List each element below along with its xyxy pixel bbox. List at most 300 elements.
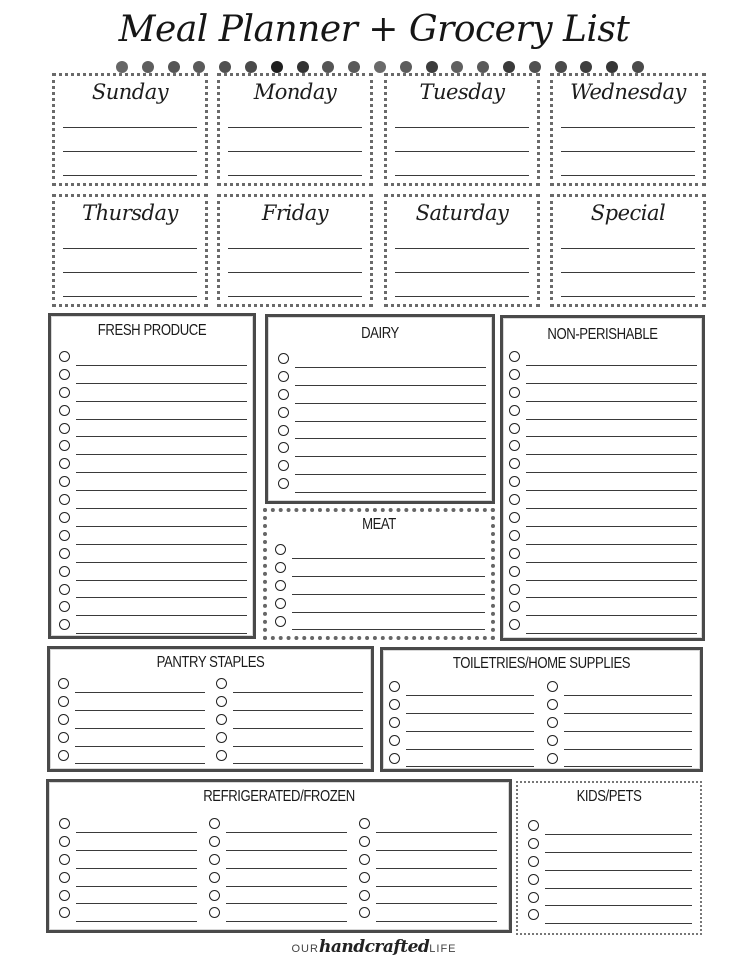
checklist-item[interactable] xyxy=(509,529,697,547)
checklist-item[interactable] xyxy=(359,889,497,907)
decorative-dot xyxy=(606,61,618,73)
checkbox-circle-icon[interactable] xyxy=(509,512,520,523)
checkbox-circle-icon[interactable] xyxy=(275,562,286,573)
write-line[interactable] xyxy=(526,580,697,581)
checklist-item[interactable] xyxy=(509,583,697,601)
checklist-item[interactable] xyxy=(278,388,486,406)
checkbox-circle-icon[interactable] xyxy=(278,425,289,436)
checklist-item[interactable] xyxy=(547,680,692,698)
checkbox-circle-icon[interactable] xyxy=(278,478,289,489)
write-line[interactable] xyxy=(75,763,205,764)
checklist-column xyxy=(389,680,534,769)
write-line[interactable] xyxy=(295,456,486,457)
checkbox-circle-icon[interactable] xyxy=(528,856,539,867)
checklist-item[interactable] xyxy=(59,511,247,529)
write-line[interactable] xyxy=(228,127,362,128)
checkbox-circle-icon[interactable] xyxy=(216,750,227,761)
checkbox-circle-icon[interactable] xyxy=(58,714,69,725)
checklist-item[interactable] xyxy=(59,404,247,422)
write-line[interactable] xyxy=(564,766,692,767)
checkbox-circle-icon[interactable] xyxy=(59,818,70,829)
write-line[interactable] xyxy=(76,490,247,491)
write-line[interactable] xyxy=(75,746,205,747)
write-line[interactable] xyxy=(292,612,485,613)
write-line[interactable] xyxy=(76,508,247,509)
checklist-item[interactable] xyxy=(509,565,697,583)
checkbox-circle-icon[interactable] xyxy=(216,678,227,689)
checklist-item[interactable] xyxy=(59,583,247,601)
checklist-item[interactable] xyxy=(216,713,363,731)
checkbox-circle-icon[interactable] xyxy=(278,353,289,364)
write-line[interactable] xyxy=(233,692,363,693)
checklist-item[interactable] xyxy=(275,615,485,633)
write-line[interactable] xyxy=(376,850,497,851)
checkbox-circle-icon[interactable] xyxy=(59,512,70,523)
write-line[interactable] xyxy=(526,562,697,563)
checklist-item[interactable] xyxy=(278,406,486,424)
checklist-item[interactable] xyxy=(209,835,347,853)
checklist-item[interactable] xyxy=(509,439,697,457)
write-line[interactable] xyxy=(406,766,534,767)
checkbox-circle-icon[interactable] xyxy=(59,890,70,901)
checklist-item[interactable] xyxy=(509,457,697,475)
checklist-item[interactable] xyxy=(359,817,497,835)
write-line[interactable] xyxy=(226,868,347,869)
write-line[interactable] xyxy=(76,832,197,833)
checklist-item[interactable] xyxy=(216,731,363,749)
checklist-item[interactable] xyxy=(58,677,205,695)
write-line[interactable] xyxy=(545,852,692,853)
write-line[interactable] xyxy=(545,870,692,871)
write-line[interactable] xyxy=(75,728,205,729)
write-line[interactable] xyxy=(76,850,197,851)
checklist-item[interactable] xyxy=(209,906,347,924)
checklist-item[interactable] xyxy=(389,734,534,752)
checkbox-circle-icon[interactable] xyxy=(389,735,400,746)
checklist-item[interactable] xyxy=(59,906,197,924)
checkbox-circle-icon[interactable] xyxy=(509,566,520,577)
checklist-item[interactable] xyxy=(59,618,247,636)
checklist-item[interactable] xyxy=(509,547,697,565)
write-line[interactable] xyxy=(376,868,497,869)
write-line[interactable] xyxy=(526,526,697,527)
write-line[interactable] xyxy=(564,695,692,696)
checklist-item[interactable] xyxy=(509,511,697,529)
checklist-item[interactable] xyxy=(509,493,697,511)
write-line[interactable] xyxy=(233,763,363,764)
checklist-item[interactable] xyxy=(389,680,534,698)
write-line[interactable] xyxy=(395,151,529,152)
checkbox-circle-icon[interactable] xyxy=(59,440,70,451)
checklist-item[interactable] xyxy=(59,439,247,457)
write-line[interactable] xyxy=(395,296,529,297)
write-line[interactable] xyxy=(526,508,697,509)
write-line[interactable] xyxy=(63,272,197,273)
checkbox-circle-icon[interactable] xyxy=(59,619,70,630)
write-line[interactable] xyxy=(228,151,362,152)
checklist-item[interactable] xyxy=(275,543,485,561)
checklist-item[interactable] xyxy=(547,734,692,752)
write-line[interactable] xyxy=(76,633,247,634)
checklist-item[interactable] xyxy=(528,891,692,909)
checklist-item[interactable] xyxy=(278,424,486,442)
write-line[interactable] xyxy=(292,576,485,577)
write-line[interactable] xyxy=(406,695,534,696)
checklist-item[interactable] xyxy=(528,908,692,926)
write-line[interactable] xyxy=(406,713,534,714)
checkbox-circle-icon[interactable] xyxy=(59,584,70,595)
write-line[interactable] xyxy=(526,490,697,491)
write-line[interactable] xyxy=(295,474,486,475)
write-line[interactable] xyxy=(63,296,197,297)
checkbox-circle-icon[interactable] xyxy=(547,717,558,728)
checkbox-circle-icon[interactable] xyxy=(59,836,70,847)
checkbox-circle-icon[interactable] xyxy=(209,854,220,865)
checklist-item[interactable] xyxy=(209,871,347,889)
checklist-item[interactable] xyxy=(528,855,692,873)
checkbox-circle-icon[interactable] xyxy=(359,836,370,847)
write-line[interactable] xyxy=(526,472,697,473)
write-line[interactable] xyxy=(545,834,692,835)
checklist-item[interactable] xyxy=(275,579,485,597)
write-line[interactable] xyxy=(63,248,197,249)
checkbox-circle-icon[interactable] xyxy=(528,892,539,903)
write-line[interactable] xyxy=(561,272,695,273)
checkbox-circle-icon[interactable] xyxy=(59,601,70,612)
checklist-item[interactable] xyxy=(509,368,697,386)
checkbox-circle-icon[interactable] xyxy=(509,440,520,451)
write-line[interactable] xyxy=(76,454,247,455)
checklist-item[interactable] xyxy=(389,716,534,734)
checkbox-circle-icon[interactable] xyxy=(59,423,70,434)
checkbox-circle-icon[interactable] xyxy=(509,458,520,469)
checklist-item[interactable] xyxy=(275,561,485,579)
checkbox-circle-icon[interactable] xyxy=(209,836,220,847)
checklist-item[interactable] xyxy=(59,457,247,475)
write-line[interactable] xyxy=(561,151,695,152)
checklist-item[interactable] xyxy=(58,695,205,713)
write-line[interactable] xyxy=(395,127,529,128)
write-line[interactable] xyxy=(233,728,363,729)
write-line[interactable] xyxy=(295,421,486,422)
checklist-item[interactable] xyxy=(509,475,697,493)
checklist-item[interactable] xyxy=(58,731,205,749)
write-line[interactable] xyxy=(526,454,697,455)
write-line[interactable] xyxy=(226,886,347,887)
write-line[interactable] xyxy=(526,597,697,598)
checklist-item[interactable] xyxy=(389,698,534,716)
checklist-item[interactable] xyxy=(59,565,247,583)
write-line[interactable] xyxy=(63,175,197,176)
write-line[interactable] xyxy=(76,562,247,563)
checklist-item[interactable] xyxy=(547,716,692,734)
write-line[interactable] xyxy=(561,248,695,249)
checkbox-circle-icon[interactable] xyxy=(389,717,400,728)
checklist-item[interactable] xyxy=(509,600,697,618)
checkbox-circle-icon[interactable] xyxy=(59,458,70,469)
checkbox-circle-icon[interactable] xyxy=(209,907,220,918)
checkbox-circle-icon[interactable] xyxy=(389,753,400,764)
checklist-item[interactable] xyxy=(509,422,697,440)
write-line[interactable] xyxy=(63,151,197,152)
checkbox-circle-icon[interactable] xyxy=(528,838,539,849)
checklist-item[interactable] xyxy=(59,529,247,547)
checklist-item[interactable] xyxy=(528,873,692,891)
write-line[interactable] xyxy=(76,365,247,366)
write-line[interactable] xyxy=(561,296,695,297)
section-refrigerated-frozen xyxy=(46,779,512,933)
checklist-item[interactable] xyxy=(528,837,692,855)
write-line[interactable] xyxy=(376,886,497,887)
write-line[interactable] xyxy=(292,558,485,559)
write-line[interactable] xyxy=(76,580,247,581)
write-line[interactable] xyxy=(233,710,363,711)
checkbox-circle-icon[interactable] xyxy=(275,580,286,591)
checkbox-circle-icon[interactable] xyxy=(58,732,69,743)
checkbox-circle-icon[interactable] xyxy=(59,405,70,416)
checkbox-circle-icon[interactable] xyxy=(509,387,520,398)
checklist-item[interactable] xyxy=(359,853,497,871)
checklist-item[interactable] xyxy=(58,713,205,731)
checkbox-circle-icon[interactable] xyxy=(59,872,70,883)
write-line[interactable] xyxy=(545,923,692,924)
write-line[interactable] xyxy=(295,492,486,493)
checklist-item[interactable] xyxy=(59,386,247,404)
write-line[interactable] xyxy=(228,248,362,249)
write-line[interactable] xyxy=(76,597,247,598)
checkbox-circle-icon[interactable] xyxy=(509,423,520,434)
checklist-item[interactable] xyxy=(59,871,197,889)
checkbox-circle-icon[interactable] xyxy=(389,699,400,710)
checklist-column xyxy=(509,350,697,636)
checklist-item[interactable] xyxy=(547,752,692,770)
checkbox-circle-icon[interactable] xyxy=(359,818,370,829)
checkbox-circle-icon[interactable] xyxy=(359,907,370,918)
write-line[interactable] xyxy=(395,175,529,176)
checkbox-circle-icon[interactable] xyxy=(509,405,520,416)
checkbox-circle-icon[interactable] xyxy=(509,351,520,362)
write-line[interactable] xyxy=(75,710,205,711)
checkbox-circle-icon[interactable] xyxy=(509,476,520,487)
write-line[interactable] xyxy=(295,403,486,404)
write-line[interactable] xyxy=(395,248,529,249)
checkbox-circle-icon[interactable] xyxy=(59,548,70,559)
write-line[interactable] xyxy=(295,438,486,439)
checkbox-circle-icon[interactable] xyxy=(547,699,558,710)
write-line[interactable] xyxy=(376,903,497,904)
write-line[interactable] xyxy=(228,175,362,176)
checklist-item[interactable] xyxy=(547,698,692,716)
write-line[interactable] xyxy=(75,692,205,693)
checklist-item[interactable] xyxy=(509,618,697,636)
checklist-item[interactable] xyxy=(59,350,247,368)
checklist-item[interactable] xyxy=(59,493,247,511)
write-line[interactable] xyxy=(564,731,692,732)
checklist-item[interactable] xyxy=(216,749,363,767)
checkbox-circle-icon[interactable] xyxy=(278,389,289,400)
decorative-dot xyxy=(193,61,205,73)
checkbox-circle-icon[interactable] xyxy=(58,750,69,761)
write-line[interactable] xyxy=(376,921,497,922)
section-meat xyxy=(263,508,495,640)
write-line[interactable] xyxy=(526,436,697,437)
checkbox-circle-icon[interactable] xyxy=(59,854,70,865)
write-line[interactable] xyxy=(564,749,692,750)
write-line[interactable] xyxy=(376,832,497,833)
checkbox-circle-icon[interactable] xyxy=(278,407,289,418)
write-line[interactable] xyxy=(76,886,197,887)
checklist-item[interactable] xyxy=(216,677,363,695)
checklist-item[interactable] xyxy=(59,853,197,871)
write-line[interactable] xyxy=(76,419,247,420)
checkbox-circle-icon[interactable] xyxy=(59,566,70,577)
write-line[interactable] xyxy=(545,888,692,889)
checklist-item[interactable] xyxy=(59,889,197,907)
checklist-item[interactable] xyxy=(359,835,497,853)
checkbox-circle-icon[interactable] xyxy=(59,476,70,487)
checkbox-circle-icon[interactable] xyxy=(209,818,220,829)
checklist-item[interactable] xyxy=(509,404,697,422)
checklist-item[interactable] xyxy=(59,475,247,493)
write-line[interactable] xyxy=(76,921,197,922)
checklist-item[interactable] xyxy=(59,368,247,386)
checklist-item[interactable] xyxy=(278,477,486,495)
checkbox-circle-icon[interactable] xyxy=(59,369,70,380)
checkbox-circle-icon[interactable] xyxy=(509,584,520,595)
write-line[interactable] xyxy=(406,731,534,732)
write-line[interactable] xyxy=(295,385,486,386)
checkbox-circle-icon[interactable] xyxy=(209,890,220,901)
write-line[interactable] xyxy=(564,713,692,714)
checklist-item[interactable] xyxy=(509,386,697,404)
checkbox-circle-icon[interactable] xyxy=(389,681,400,692)
checklist-item[interactable] xyxy=(59,835,197,853)
checklist-item[interactable] xyxy=(209,817,347,835)
checkbox-circle-icon[interactable] xyxy=(59,387,70,398)
checkbox-circle-icon[interactable] xyxy=(59,530,70,541)
checkbox-circle-icon[interactable] xyxy=(59,907,70,918)
checkbox-circle-icon[interactable] xyxy=(275,598,286,609)
write-line[interactable] xyxy=(526,633,697,634)
write-line[interactable] xyxy=(526,401,697,402)
write-line[interactable] xyxy=(526,419,697,420)
checkbox-circle-icon[interactable] xyxy=(547,681,558,692)
write-line[interactable] xyxy=(545,905,692,906)
checklist-item[interactable] xyxy=(528,819,692,837)
write-line[interactable] xyxy=(561,175,695,176)
checklist-item[interactable] xyxy=(359,906,497,924)
write-line[interactable] xyxy=(76,472,247,473)
write-line[interactable] xyxy=(76,903,197,904)
checklist-item[interactable] xyxy=(216,695,363,713)
checklist-item[interactable] xyxy=(59,600,247,618)
checkbox-circle-icon[interactable] xyxy=(58,678,69,689)
write-line[interactable] xyxy=(226,832,347,833)
checkbox-circle-icon[interactable] xyxy=(509,601,520,612)
write-line[interactable] xyxy=(226,903,347,904)
checkbox-circle-icon[interactable] xyxy=(359,854,370,865)
write-line[interactable] xyxy=(76,401,247,402)
write-line[interactable] xyxy=(76,544,247,545)
checkbox-circle-icon[interactable] xyxy=(509,369,520,380)
checklist-item[interactable] xyxy=(509,350,697,368)
checkbox-circle-icon[interactable] xyxy=(216,732,227,743)
write-line[interactable] xyxy=(228,296,362,297)
write-line[interactable] xyxy=(63,127,197,128)
checklist-item[interactable] xyxy=(389,752,534,770)
decorative-dot xyxy=(245,61,257,73)
write-line[interactable] xyxy=(226,921,347,922)
checkbox-circle-icon[interactable] xyxy=(275,616,286,627)
checkbox-circle-icon[interactable] xyxy=(509,619,520,630)
checkbox-circle-icon[interactable] xyxy=(58,696,69,707)
checkbox-circle-icon[interactable] xyxy=(278,442,289,453)
checkbox-circle-icon[interactable] xyxy=(547,753,558,764)
checkbox-circle-icon[interactable] xyxy=(278,371,289,382)
write-line[interactable] xyxy=(395,272,529,273)
write-line[interactable] xyxy=(295,367,486,368)
write-line[interactable] xyxy=(526,544,697,545)
write-line[interactable] xyxy=(561,127,695,128)
checklist-item[interactable] xyxy=(209,889,347,907)
checkbox-circle-icon[interactable] xyxy=(359,890,370,901)
checklist-item[interactable] xyxy=(58,749,205,767)
checkbox-circle-icon[interactable] xyxy=(59,494,70,505)
write-line[interactable] xyxy=(226,850,347,851)
checklist-item[interactable] xyxy=(275,597,485,615)
write-line[interactable] xyxy=(76,868,197,869)
write-line[interactable] xyxy=(76,383,247,384)
write-line[interactable] xyxy=(406,749,534,750)
checkbox-circle-icon[interactable] xyxy=(528,909,539,920)
checkbox-circle-icon[interactable] xyxy=(509,494,520,505)
checklist-item[interactable] xyxy=(359,871,497,889)
checkbox-circle-icon[interactable] xyxy=(528,820,539,831)
section-title: FRESH PRODUCE xyxy=(97,322,207,339)
checkbox-circle-icon[interactable] xyxy=(359,872,370,883)
checklist-item[interactable] xyxy=(59,817,197,835)
write-line[interactable] xyxy=(526,383,697,384)
checkbox-circle-icon[interactable] xyxy=(209,872,220,883)
checklist-item[interactable] xyxy=(278,459,486,477)
write-line[interactable] xyxy=(228,272,362,273)
checklist-item[interactable] xyxy=(278,441,486,459)
write-line[interactable] xyxy=(526,365,697,366)
checkbox-circle-icon[interactable] xyxy=(509,548,520,559)
write-line[interactable] xyxy=(76,436,247,437)
write-line[interactable] xyxy=(76,615,247,616)
checkbox-circle-icon[interactable] xyxy=(547,735,558,746)
checkbox-circle-icon[interactable] xyxy=(59,351,70,362)
checklist-item[interactable] xyxy=(59,547,247,565)
checkbox-circle-icon[interactable] xyxy=(275,544,286,555)
day-label: Saturday xyxy=(415,201,509,225)
checklist-item[interactable] xyxy=(278,352,486,370)
checklist-item[interactable] xyxy=(209,853,347,871)
write-line[interactable] xyxy=(526,615,697,616)
write-line[interactable] xyxy=(292,629,485,630)
checkbox-circle-icon[interactable] xyxy=(509,530,520,541)
checklist-item[interactable] xyxy=(278,370,486,388)
checkbox-circle-icon[interactable] xyxy=(216,696,227,707)
checklist-item[interactable] xyxy=(59,422,247,440)
checkbox-circle-icon[interactable] xyxy=(216,714,227,725)
write-line[interactable] xyxy=(233,746,363,747)
write-line[interactable] xyxy=(76,526,247,527)
checkbox-circle-icon[interactable] xyxy=(528,874,539,885)
checkbox-circle-icon[interactable] xyxy=(278,460,289,471)
write-line[interactable] xyxy=(292,594,485,595)
